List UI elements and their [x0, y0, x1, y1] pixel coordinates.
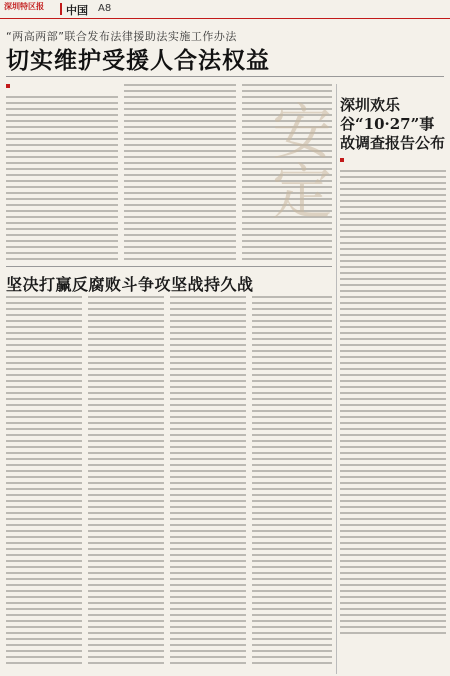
second-story-body-col-4	[252, 296, 332, 668]
top-story-body-col-2	[124, 84, 236, 264]
top-story-headline: 切实维护受援人合法权益	[6, 47, 270, 74]
newspaper-brand: 深圳特区报	[4, 2, 44, 11]
second-story-headline: 坚决打赢反腐败斗争攻坚战持久战	[6, 275, 254, 294]
page-number: A8	[98, 3, 112, 14]
section-title: 中国	[66, 4, 88, 17]
side-story-byline	[340, 158, 346, 164]
top-story-body-col-1	[6, 96, 118, 264]
section-accent-bar	[60, 3, 62, 15]
section-rule	[6, 266, 332, 267]
side-story-headline: 深圳欢乐谷“10·27”事故调查报告公布	[340, 96, 446, 152]
decorative-calligraphy: 安定	[262, 100, 332, 220]
top-story-byline	[6, 84, 12, 90]
side-story-body	[340, 170, 446, 638]
column-divider	[336, 84, 337, 674]
second-story-body-col-3	[170, 296, 246, 668]
second-story-body-col-1	[6, 296, 82, 668]
masthead	[0, 0, 450, 19]
second-story-body-col-2	[88, 296, 164, 668]
top-story-kicker: “两高两部”联合发布法律援助法实施工作办法	[6, 30, 237, 43]
headline-rule	[6, 76, 444, 77]
